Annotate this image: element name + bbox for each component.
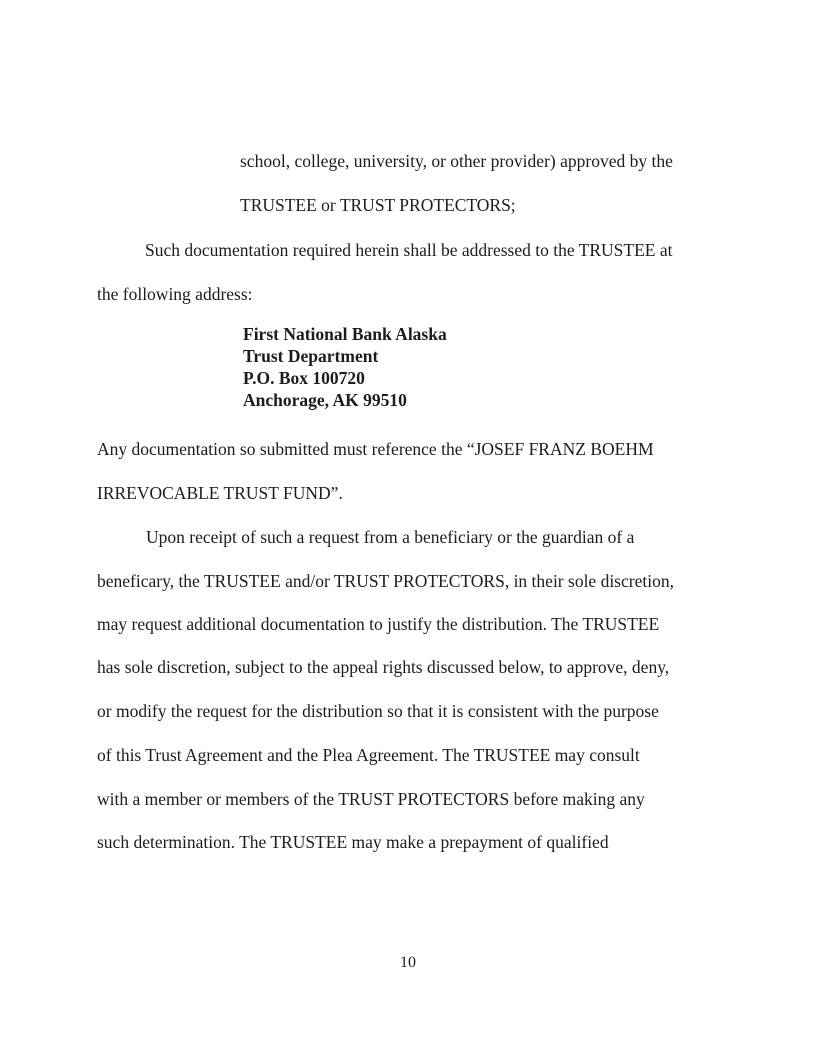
body-line-7: Upon receipt of such a request from a beneficiary or the guardian of a bbox=[146, 527, 635, 547]
body-line-9: may request additional documentation to justify the distribution. The TRUSTEE bbox=[97, 614, 660, 634]
address-line-bank-name: First National Bank Alaska bbox=[243, 324, 447, 344]
bank-address-block bbox=[243, 323, 447, 411]
address-line-department: Trust Department bbox=[243, 346, 379, 366]
address-line-po-box: P.O. Box 100720 bbox=[243, 368, 365, 388]
address-line-city-state-zip: Anchorage, AK 99510 bbox=[243, 390, 407, 410]
body-line-6: IRREVOCABLE TRUST FUND”. bbox=[97, 483, 343, 503]
body-line-5: Any documentation so submitted must reference the “JOSEF FRANZ BOEHM bbox=[97, 439, 654, 459]
body-line-11: or modify the request for the distribution so that it is consistent with the purpose bbox=[97, 701, 659, 721]
body-line-10: has sole discretion, subject to the appeal rights discussed below, to approve, deny, bbox=[97, 657, 670, 677]
page-number: 10 bbox=[400, 954, 416, 971]
body-line-8: beneficary, the TRUSTEE and/or TRUST PROTECTORS, in their sole discretion, bbox=[97, 571, 674, 591]
body-line-13: with a member or members of the TRUST PROTECTORS before making any bbox=[97, 789, 645, 809]
body-line-3: Such documentation required herein shall be addressed to the TRUSTEE at bbox=[145, 240, 673, 260]
body-line-2: TRUSTEE or TRUST PROTECTORS; bbox=[240, 195, 516, 215]
body-line-14: such determination. The TRUSTEE may make a prepayment of qualified bbox=[97, 832, 609, 852]
body-line-1: school, college, university, or other provider) approved by the bbox=[240, 151, 673, 171]
body-line-4: the following address: bbox=[97, 284, 253, 304]
body-line-12: of this Trust Agreement and the Plea Agreement. The TRUSTEE may consult bbox=[97, 745, 640, 765]
